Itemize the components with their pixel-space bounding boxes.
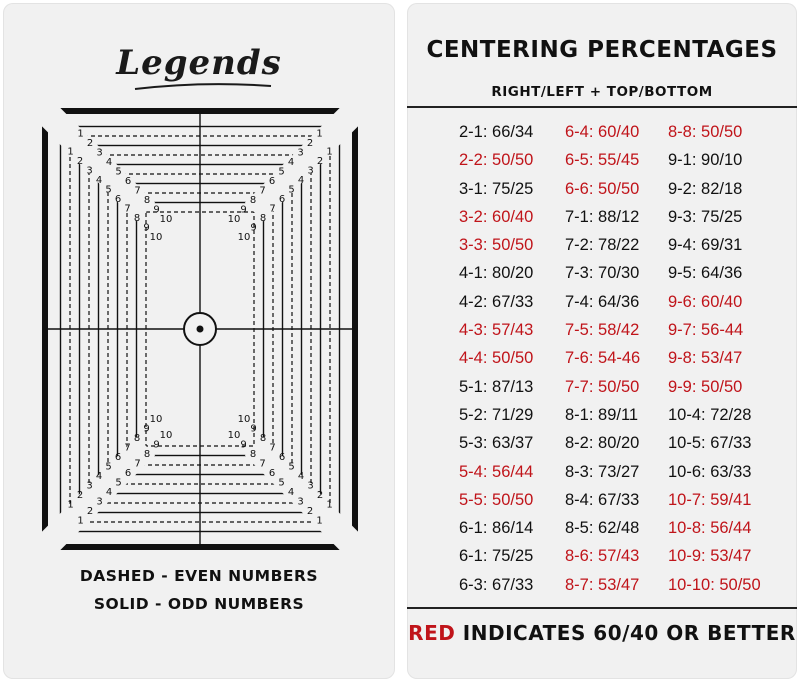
guide-number-label: 1 bbox=[316, 128, 323, 140]
card-title: CENTERING PERCENTAGES bbox=[426, 37, 778, 63]
guide-number-label: 5 bbox=[115, 477, 122, 489]
guide-number-label: 10 bbox=[237, 232, 251, 243]
guide-number-label: 8 bbox=[249, 195, 257, 206]
percentage-entry: 7-2: 78/22 bbox=[565, 236, 640, 255]
guide-number-label: 2 bbox=[86, 138, 94, 149]
guide-number-label: 10 bbox=[227, 214, 241, 225]
guide-number-label: 5 bbox=[105, 461, 112, 473]
percentage-entry: 5-1: 87/13 bbox=[459, 377, 534, 396]
guide-number-label: 5 bbox=[105, 184, 112, 196]
corner-gap bbox=[41, 446, 146, 551]
guide-number-label: 7 bbox=[259, 458, 266, 470]
guide-number-label: 10 bbox=[149, 414, 163, 425]
caption-dashed-even: DASHED - EVEN NUMBERS bbox=[79, 567, 319, 585]
percentage-entry: 3-3: 50/50 bbox=[459, 236, 534, 255]
guide-number-label: 4 bbox=[95, 471, 103, 482]
guide-number-label: 10 bbox=[149, 232, 163, 243]
percentage-entry: 7-6: 54-46 bbox=[565, 349, 641, 368]
centering-guide-card bbox=[3, 3, 395, 679]
guide-number-label: 3 bbox=[297, 147, 304, 159]
guide-number-label: 7 bbox=[124, 442, 131, 454]
guide-number-label: 2 bbox=[306, 138, 314, 149]
guide-number-label: 1 bbox=[67, 146, 74, 158]
percentage-entry: 9-9: 50/50 bbox=[668, 377, 743, 396]
guide-number-label: 2 bbox=[306, 506, 314, 517]
guide-number-label: 3 bbox=[307, 165, 314, 177]
percentage-entry: 8-7: 53/47 bbox=[565, 575, 640, 594]
percentage-entry: 10-4: 72/28 bbox=[668, 405, 752, 424]
guide-number-label: 7 bbox=[259, 185, 266, 197]
guide-number-label: 6 bbox=[114, 452, 122, 463]
percentage-entry: 9-6: 60/40 bbox=[668, 292, 743, 311]
guide-number-label: 3 bbox=[96, 147, 103, 159]
percentages-column-3 bbox=[668, 118, 761, 599]
guide-number-label: 8 bbox=[133, 433, 141, 444]
logo-swash bbox=[133, 83, 273, 91]
percentage-entry: 5-3: 63/37 bbox=[459, 434, 534, 453]
percentage-entry: 10-9: 53/47 bbox=[668, 547, 752, 566]
guide-number-label: 5 bbox=[278, 477, 285, 489]
guide-number-label: 8 bbox=[143, 195, 151, 206]
guide-number-label: 6 bbox=[124, 176, 132, 187]
percentage-entry: 2-1: 66/34 bbox=[459, 123, 534, 141]
corner-gap bbox=[254, 446, 359, 551]
guide-number-label: 9 bbox=[250, 423, 257, 435]
guide-number-label: 4 bbox=[95, 175, 103, 186]
guide-number-label: 10 bbox=[159, 430, 173, 441]
guide-number-label: 9 bbox=[250, 222, 257, 234]
guide-number-label: 8 bbox=[259, 213, 267, 224]
percentage-entry: 7-7: 50/50 bbox=[565, 377, 640, 396]
percentage-entry: 8-4: 67/33 bbox=[565, 490, 640, 509]
guide-number-label: 1 bbox=[326, 146, 333, 158]
percentage-entry: 6-3: 67/33 bbox=[459, 575, 534, 594]
percentage-entry: 2-2: 50/50 bbox=[459, 151, 534, 170]
percentage-entry: 6-4: 60/40 bbox=[565, 123, 640, 141]
guide-number-label: 10 bbox=[227, 430, 241, 441]
footer-red-word: RED bbox=[408, 621, 456, 645]
percentages-column-2 bbox=[565, 118, 640, 599]
percentage-entry: 5-4: 56/44 bbox=[459, 462, 534, 481]
guide-number-label: 3 bbox=[86, 480, 93, 492]
percentage-entry: 7-5: 58/42 bbox=[565, 321, 640, 340]
guide-number-label: 8 bbox=[133, 213, 141, 224]
percentage-entry: 8-1: 89/11 bbox=[565, 405, 639, 424]
percentage-entry: 7-4: 64/36 bbox=[565, 292, 640, 311]
guide-number-label: 9 bbox=[240, 204, 247, 216]
percentage-entry: 9-2: 82/18 bbox=[668, 179, 743, 198]
guide-number-label: 1 bbox=[316, 515, 323, 527]
guide-number-label: 2 bbox=[86, 506, 94, 517]
footer-rest: INDICATES 60/40 OR BETTER bbox=[455, 621, 796, 645]
guide-number-label: 1 bbox=[77, 515, 84, 527]
guide-number-label: 10 bbox=[159, 214, 173, 225]
center-dot bbox=[197, 326, 204, 333]
guide-number-label: 7 bbox=[124, 203, 131, 215]
guide-number-label: 3 bbox=[307, 480, 314, 492]
guide-number-label: 7 bbox=[269, 442, 276, 454]
guide-number-label: 7 bbox=[269, 203, 276, 215]
percentage-entry: 10-7: 59/41 bbox=[668, 490, 752, 509]
guide-number-label: 6 bbox=[278, 194, 286, 205]
guide-number-label: 9 bbox=[143, 222, 150, 234]
percentage-entry: 4-1: 80/20 bbox=[459, 264, 534, 283]
guide-number-label: 5 bbox=[115, 166, 122, 178]
divider-top bbox=[407, 106, 797, 108]
guide-number-label: 6 bbox=[268, 468, 276, 479]
percentage-entry: 10-5: 67/33 bbox=[668, 434, 752, 453]
guide-number-label: 10 bbox=[237, 414, 251, 425]
guide-number-label: 5 bbox=[278, 166, 285, 178]
percentage-entry: 10-10: 50/50 bbox=[668, 575, 761, 594]
legends-logo bbox=[3, 43, 395, 83]
percentage-entry: 9-5: 64/36 bbox=[668, 264, 743, 283]
guide-number-label: 4 bbox=[105, 157, 113, 168]
guide-number-label: 8 bbox=[259, 433, 267, 444]
guide-number-label: 9 bbox=[240, 439, 247, 451]
percentage-entry: 8-3: 73/27 bbox=[565, 462, 640, 481]
percentage-entry: 10-6: 63/33 bbox=[668, 462, 752, 481]
guide-number-label: 9 bbox=[153, 439, 160, 451]
corner-gap bbox=[41, 107, 146, 212]
percentage-entry: 4-2: 67/33 bbox=[459, 292, 534, 311]
percentage-entry: 5-5: 50/50 bbox=[459, 490, 534, 509]
guide-number-label: 6 bbox=[278, 452, 286, 463]
card-subtitle: RIGHT/LEFT + TOP/BOTTOM bbox=[491, 84, 713, 100]
percentage-entry: 8-5: 62/48 bbox=[565, 519, 640, 538]
guide-number-label: 2 bbox=[316, 156, 324, 167]
percentage-entry: 9-8: 53/47 bbox=[668, 349, 743, 368]
guide-number-label: 3 bbox=[96, 496, 103, 508]
guide-number-label: 1 bbox=[67, 499, 74, 511]
percentage-entry: 4-4: 50/50 bbox=[459, 349, 534, 368]
guide-number-label: 5 bbox=[288, 184, 295, 196]
guide-number-label: 2 bbox=[316, 490, 324, 501]
guide-number-label: 4 bbox=[287, 487, 295, 498]
percentage-entry: 9-7: 56-44 bbox=[668, 321, 744, 340]
guide-number-label: 9 bbox=[153, 204, 160, 216]
percentage-entry: 4-3: 57/43 bbox=[459, 321, 534, 340]
guide-number-label: 2 bbox=[76, 156, 84, 167]
guide-number-label: 6 bbox=[114, 194, 122, 205]
percentage-entry: 9-1: 90/10 bbox=[668, 151, 743, 170]
percentage-entry: 9-3: 75/25 bbox=[668, 207, 743, 226]
percentages-column-1 bbox=[459, 118, 533, 599]
percentage-entry: 6-5: 55/45 bbox=[565, 151, 640, 170]
guide-number-label: 8 bbox=[143, 449, 151, 460]
percentage-entry: 7-1: 88/12 bbox=[565, 207, 640, 226]
percentage-entry: 10-8: 56/44 bbox=[668, 519, 752, 538]
percentage-entry: 6-6: 50/50 bbox=[565, 179, 640, 198]
percentage-entry: 7-3: 70/30 bbox=[565, 264, 640, 283]
guide-number-label: 2 bbox=[76, 490, 84, 501]
percentage-entry: 6-1: 75/25 bbox=[459, 547, 534, 566]
percentage-entry: 3-1: 75/25 bbox=[459, 179, 534, 198]
divider-bottom bbox=[407, 607, 797, 609]
percentage-entry: 8-2: 80/20 bbox=[565, 434, 640, 453]
caption-solid-odd: SOLID - ODD NUMBERS bbox=[93, 595, 305, 613]
guide-number-label: 7 bbox=[134, 458, 141, 470]
guide-number-label: 4 bbox=[297, 471, 305, 482]
logo-text: Legends bbox=[116, 43, 282, 83]
corner-gap bbox=[254, 107, 359, 212]
guide-number-label: 5 bbox=[288, 461, 295, 473]
guide-number-label: 9 bbox=[143, 423, 150, 435]
percentage-entry: 3-2: 60/40 bbox=[459, 207, 534, 226]
percentage-entry: 8-8: 50/50 bbox=[668, 123, 743, 141]
percentage-entry: 6-1: 86/14 bbox=[459, 519, 534, 538]
percentages-card bbox=[407, 3, 797, 679]
percentage-entry: 8-6: 57/43 bbox=[565, 547, 640, 566]
guide-number-label: 4 bbox=[105, 487, 113, 498]
guide-number-label: 1 bbox=[326, 499, 333, 511]
centering-grid bbox=[41, 107, 359, 551]
percentage-entry: 9-4: 69/31 bbox=[668, 236, 743, 255]
guide-number-label: 6 bbox=[124, 468, 132, 479]
guide-number-label: 8 bbox=[249, 449, 257, 460]
guide-number-label: 3 bbox=[297, 496, 304, 508]
guide-number-label: 4 bbox=[297, 175, 305, 186]
guide-number-label: 7 bbox=[134, 185, 141, 197]
footer-note bbox=[407, 621, 797, 645]
guide-number-label: 1 bbox=[77, 128, 84, 140]
guide-number-label: 3 bbox=[86, 165, 93, 177]
percentage-entry: 5-2: 71/29 bbox=[459, 405, 534, 424]
guide-number-label: 4 bbox=[287, 157, 295, 168]
guide-number-label: 6 bbox=[268, 176, 276, 187]
